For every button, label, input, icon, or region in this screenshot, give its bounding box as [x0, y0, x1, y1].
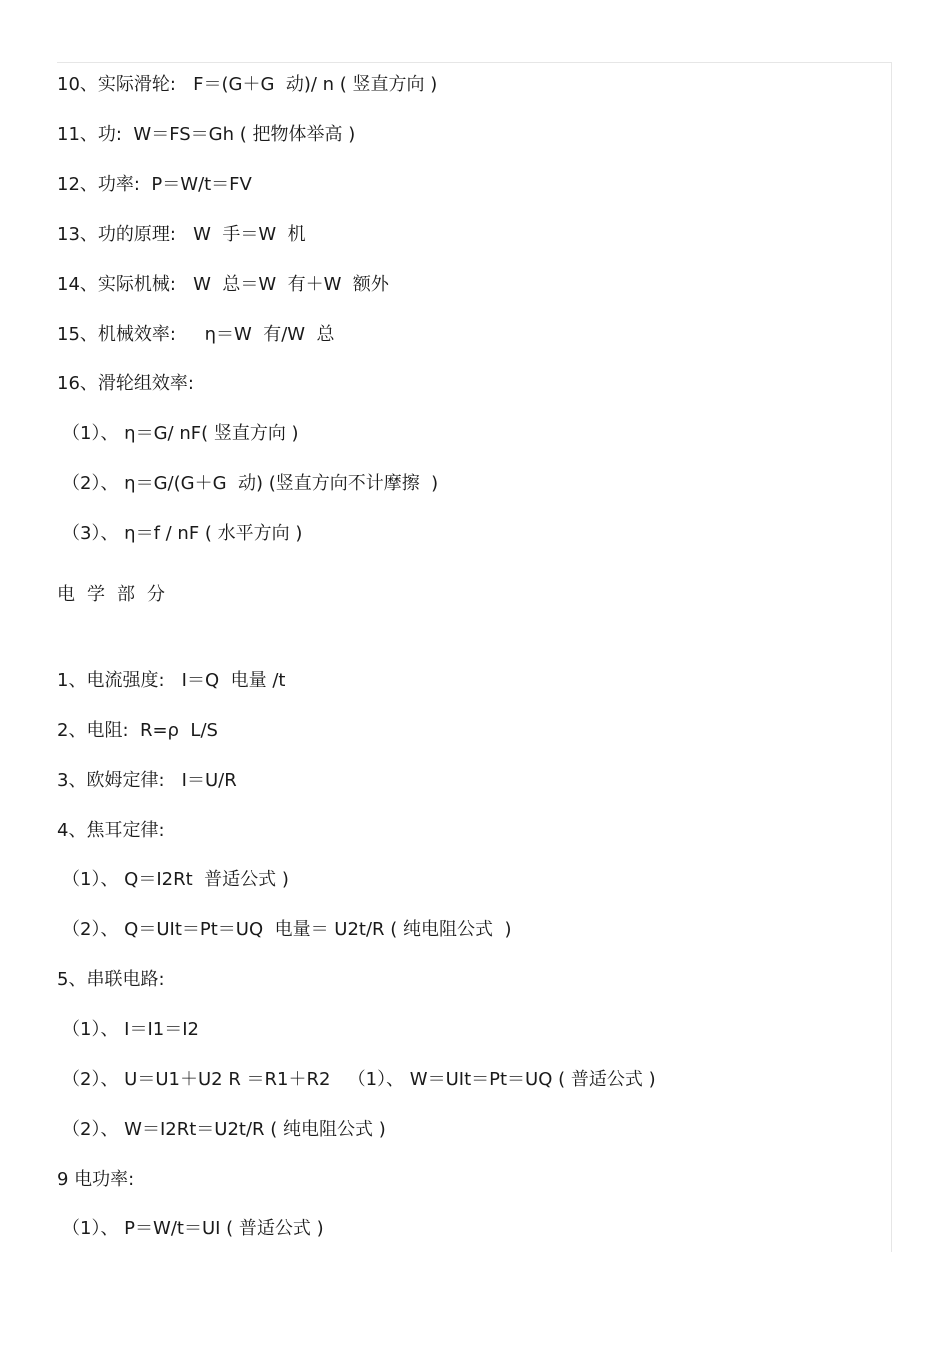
formula-line-actual-machine: 14、实际机械: W 总＝W 有＋W 额外: [57, 274, 389, 295]
formula-line-efficiency-1: （1）、 η＝G/ nF( 竖直方向 ): [62, 423, 299, 444]
formula-line-efficiency-2: （2）、 η＝G/(G＋G 动) (竖直方向不计摩擦 ): [62, 473, 439, 494]
formula-line-series-heading: 5、串联电路:: [57, 969, 165, 990]
formula-line-joule-heading: 4、焦耳定律:: [57, 820, 165, 841]
formula-line-electric-power-heading: 9 电功率:: [57, 1169, 135, 1190]
formula-line-electric-power-1: （1）、 P＝W/t＝UI ( 普适公式 ): [62, 1218, 324, 1239]
formula-line-joule-2: （2）、 Q＝UIt＝Pt＝UQ 电量＝ U2t/R ( 纯电阻公式 ): [62, 919, 512, 940]
formula-line-work: 11、功: W＝FS＝Gh ( 把物体举高 ): [57, 124, 356, 145]
formula-line-work-principle: 13、功的原理: W 手＝W 机: [57, 224, 306, 245]
formula-line-resistance: 2、电阻: R=ρ L/S: [57, 720, 218, 741]
formula-line-series-1: （1）、 I＝I1＝I2: [62, 1019, 200, 1040]
section-heading-electricity: 电学部分: [57, 584, 177, 605]
formula-line-series-2: （2）、 U＝U1＋U2 R ＝R1＋R2 （1）、 W＝UIt＝Pt＝UQ ( 普适公式 ): [62, 1069, 656, 1090]
formula-line-current: 1、电流强度: I＝Q 电量 /t: [57, 670, 286, 691]
formula-line-efficiency-3: （3）、 η＝f / nF ( 水平方向 ): [62, 523, 303, 544]
formula-line-mechanical-efficiency: 15、机械效率: η＝W 有/W 总: [57, 324, 335, 345]
formula-line-pulley-efficiency-heading: 16、滑轮组效率:: [57, 373, 194, 394]
formula-line-series-3: （2）、 W＝I2Rt＝U2t/R ( 纯电阻公式 ): [62, 1119, 386, 1140]
formula-line-ohms-law: 3、欧姆定律: I＝U/R: [57, 770, 237, 791]
formula-line-pulley: 10、实际滑轮: F＝(G＋G 动)/ n ( 竖直方向 ): [57, 74, 438, 95]
formula-line-power: 12、功率: P＝W/t＝FV: [57, 174, 252, 195]
formula-line-joule-1: （1）、 Q＝I2Rt 普适公式 ): [62, 869, 289, 890]
